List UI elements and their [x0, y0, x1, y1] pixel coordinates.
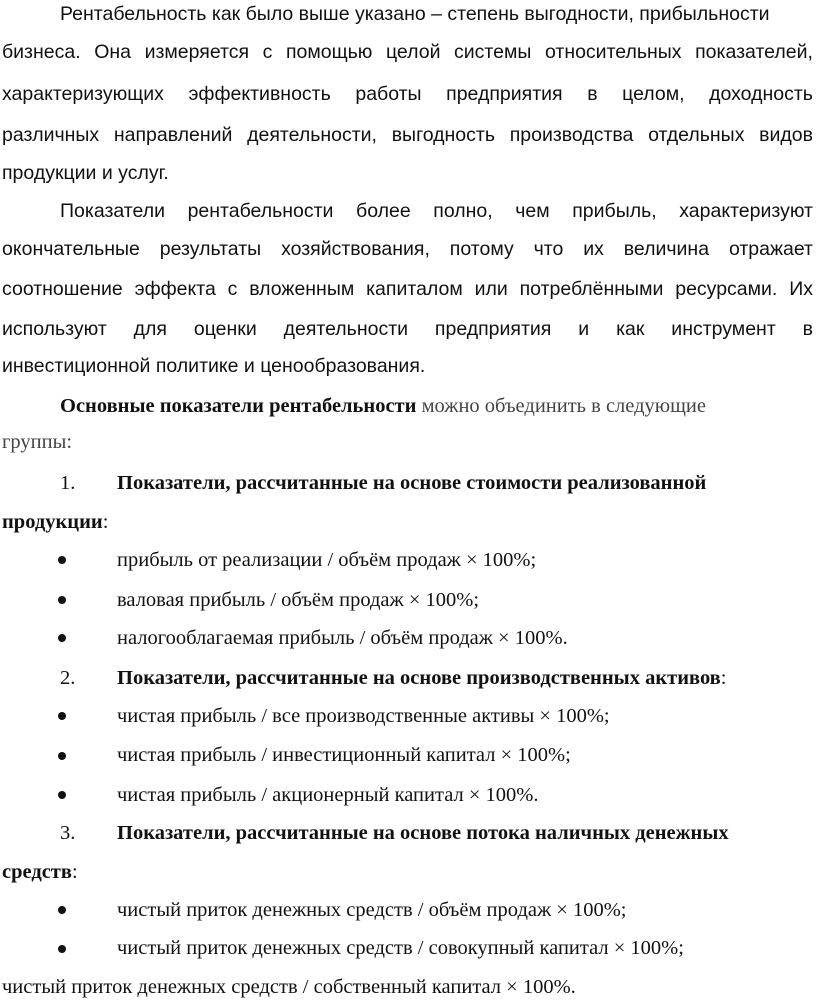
group3-item2: чистый приток денежных средств / совокупный капитал × 100%;: [117, 937, 684, 959]
word: эффективность: [188, 83, 331, 105]
word: отдельных: [648, 124, 745, 146]
word: или: [474, 278, 508, 300]
word: целой: [385, 41, 441, 63]
group1-title-line1: Показатели, рассчитанные на основе стоимости реализованной: [117, 472, 707, 494]
group1-item1: прибыль от реализации / объём продаж × 100%;: [117, 549, 537, 571]
paragraph1-line5: продукции и услуг.: [2, 162, 169, 184]
word: деятельности: [283, 318, 409, 340]
word: что: [533, 238, 564, 260]
paragraph2-line5: инвестиционной политике и ценообразования.: [2, 355, 426, 377]
intro-line2: группы:: [2, 431, 73, 453]
word: целом,: [622, 83, 685, 105]
bullet-icon: [58, 556, 66, 564]
group3-item1: чистый приток денежных средств / объём продаж × 100%;: [117, 899, 627, 921]
word: прибыль,: [572, 200, 657, 222]
bullet-icon: [58, 712, 66, 720]
word: потому: [449, 238, 514, 260]
word: с: [262, 41, 273, 63]
word: помощью: [285, 41, 373, 63]
group2-item3: чистая прибыль / акционерный капитал × 100%.: [117, 784, 539, 806]
group2-number: 2.: [60, 667, 76, 689]
bullet-icon: [58, 791, 66, 799]
word: различных: [2, 124, 100, 146]
word: более: [356, 200, 411, 222]
word: направлений: [113, 124, 233, 146]
word: вложенным: [249, 278, 355, 300]
word: Их: [789, 278, 813, 300]
group1-item2: валовая прибыль / объём продаж × 100%;: [117, 589, 480, 611]
word: видов: [759, 124, 813, 146]
group1-number: 1.: [60, 472, 76, 494]
word: и: [578, 318, 590, 340]
group1-title-line2: продукции:: [2, 511, 109, 533]
word: характеризуют: [679, 200, 813, 222]
bullet-icon: [58, 906, 66, 914]
group3-title-line2: средств:: [2, 861, 78, 883]
word: выгодность: [391, 124, 495, 146]
word: для: [133, 318, 167, 340]
word: в: [802, 318, 813, 340]
word: величина: [623, 238, 710, 260]
word: эффекта: [134, 278, 216, 300]
paragraph2-line4: [2, 316, 813, 342]
word: их: [583, 238, 604, 260]
paragraph1-line2: [2, 39, 813, 65]
word: измеряется: [144, 41, 250, 63]
word: инструмент: [671, 318, 776, 340]
group2-title-line1: Показатели, рассчитанные на основе производственных активов:: [117, 667, 727, 689]
word: Показатели: [60, 200, 165, 222]
word: работы: [355, 83, 422, 105]
word: рентабельности: [187, 200, 334, 222]
bullet-icon: [58, 596, 66, 604]
paragraph1-line3: [2, 81, 813, 107]
word: полно,: [433, 200, 493, 222]
bullet-icon: [58, 634, 66, 642]
bullet-icon: [58, 752, 66, 760]
word: чем: [515, 200, 550, 222]
paragraph2-line1: [60, 198, 813, 224]
word: в: [587, 83, 598, 105]
word: характеризующих: [2, 83, 164, 105]
word: показателей,: [695, 41, 813, 63]
word: относительных: [544, 41, 682, 63]
word: результаты: [159, 238, 262, 260]
word: оценки: [193, 318, 257, 340]
paragraph1-line4: [2, 122, 813, 148]
group1-item3: налогооблагаемая прибыль / объём продаж × 100%.: [117, 627, 568, 649]
group3-title-line1: Показатели, рассчитанные на основе потока наличных денежных: [117, 822, 729, 844]
word: системы: [454, 41, 532, 63]
paragraph2-line3: [2, 276, 813, 302]
intro-line1: [60, 393, 706, 419]
word: доходность: [709, 83, 813, 105]
word: капиталом: [366, 278, 463, 300]
paragraph1-line1: Рентабельность как было выше указано – степень выгодности, прибыльности: [60, 3, 770, 25]
word: отражает: [728, 238, 813, 260]
word: потреблёнными: [519, 278, 664, 300]
group3-number: 3.: [60, 822, 76, 844]
word: Она: [94, 41, 131, 63]
word: соотношение: [2, 278, 123, 300]
word: деятельности,: [247, 124, 377, 146]
group2-item1: чистая прибыль / все производственные активы × 100%;: [117, 705, 610, 727]
paragraph2-line2: [2, 236, 813, 262]
word: бизнеса.: [2, 41, 81, 63]
word: ресурсами.: [675, 278, 778, 300]
word: производства: [509, 124, 634, 146]
word: хозяйствования,: [281, 238, 430, 260]
word: предприятия: [446, 83, 563, 105]
word: предприятия: [434, 318, 552, 340]
word: как: [616, 318, 645, 340]
word: используют: [2, 318, 107, 340]
word: с: [227, 278, 238, 300]
word: окончательные: [2, 238, 140, 260]
intro-bold: Основные показатели рентабельности: [60, 395, 417, 417]
bullet-icon: [58, 945, 66, 953]
group2-item2: чистая прибыль / инвестиционный капитал × 100%;: [117, 744, 571, 766]
intro-rest: можно объединить в следующие: [416, 395, 706, 417]
last-line: чистый приток денежных средств / собственный капитал × 100%.: [2, 976, 576, 998]
